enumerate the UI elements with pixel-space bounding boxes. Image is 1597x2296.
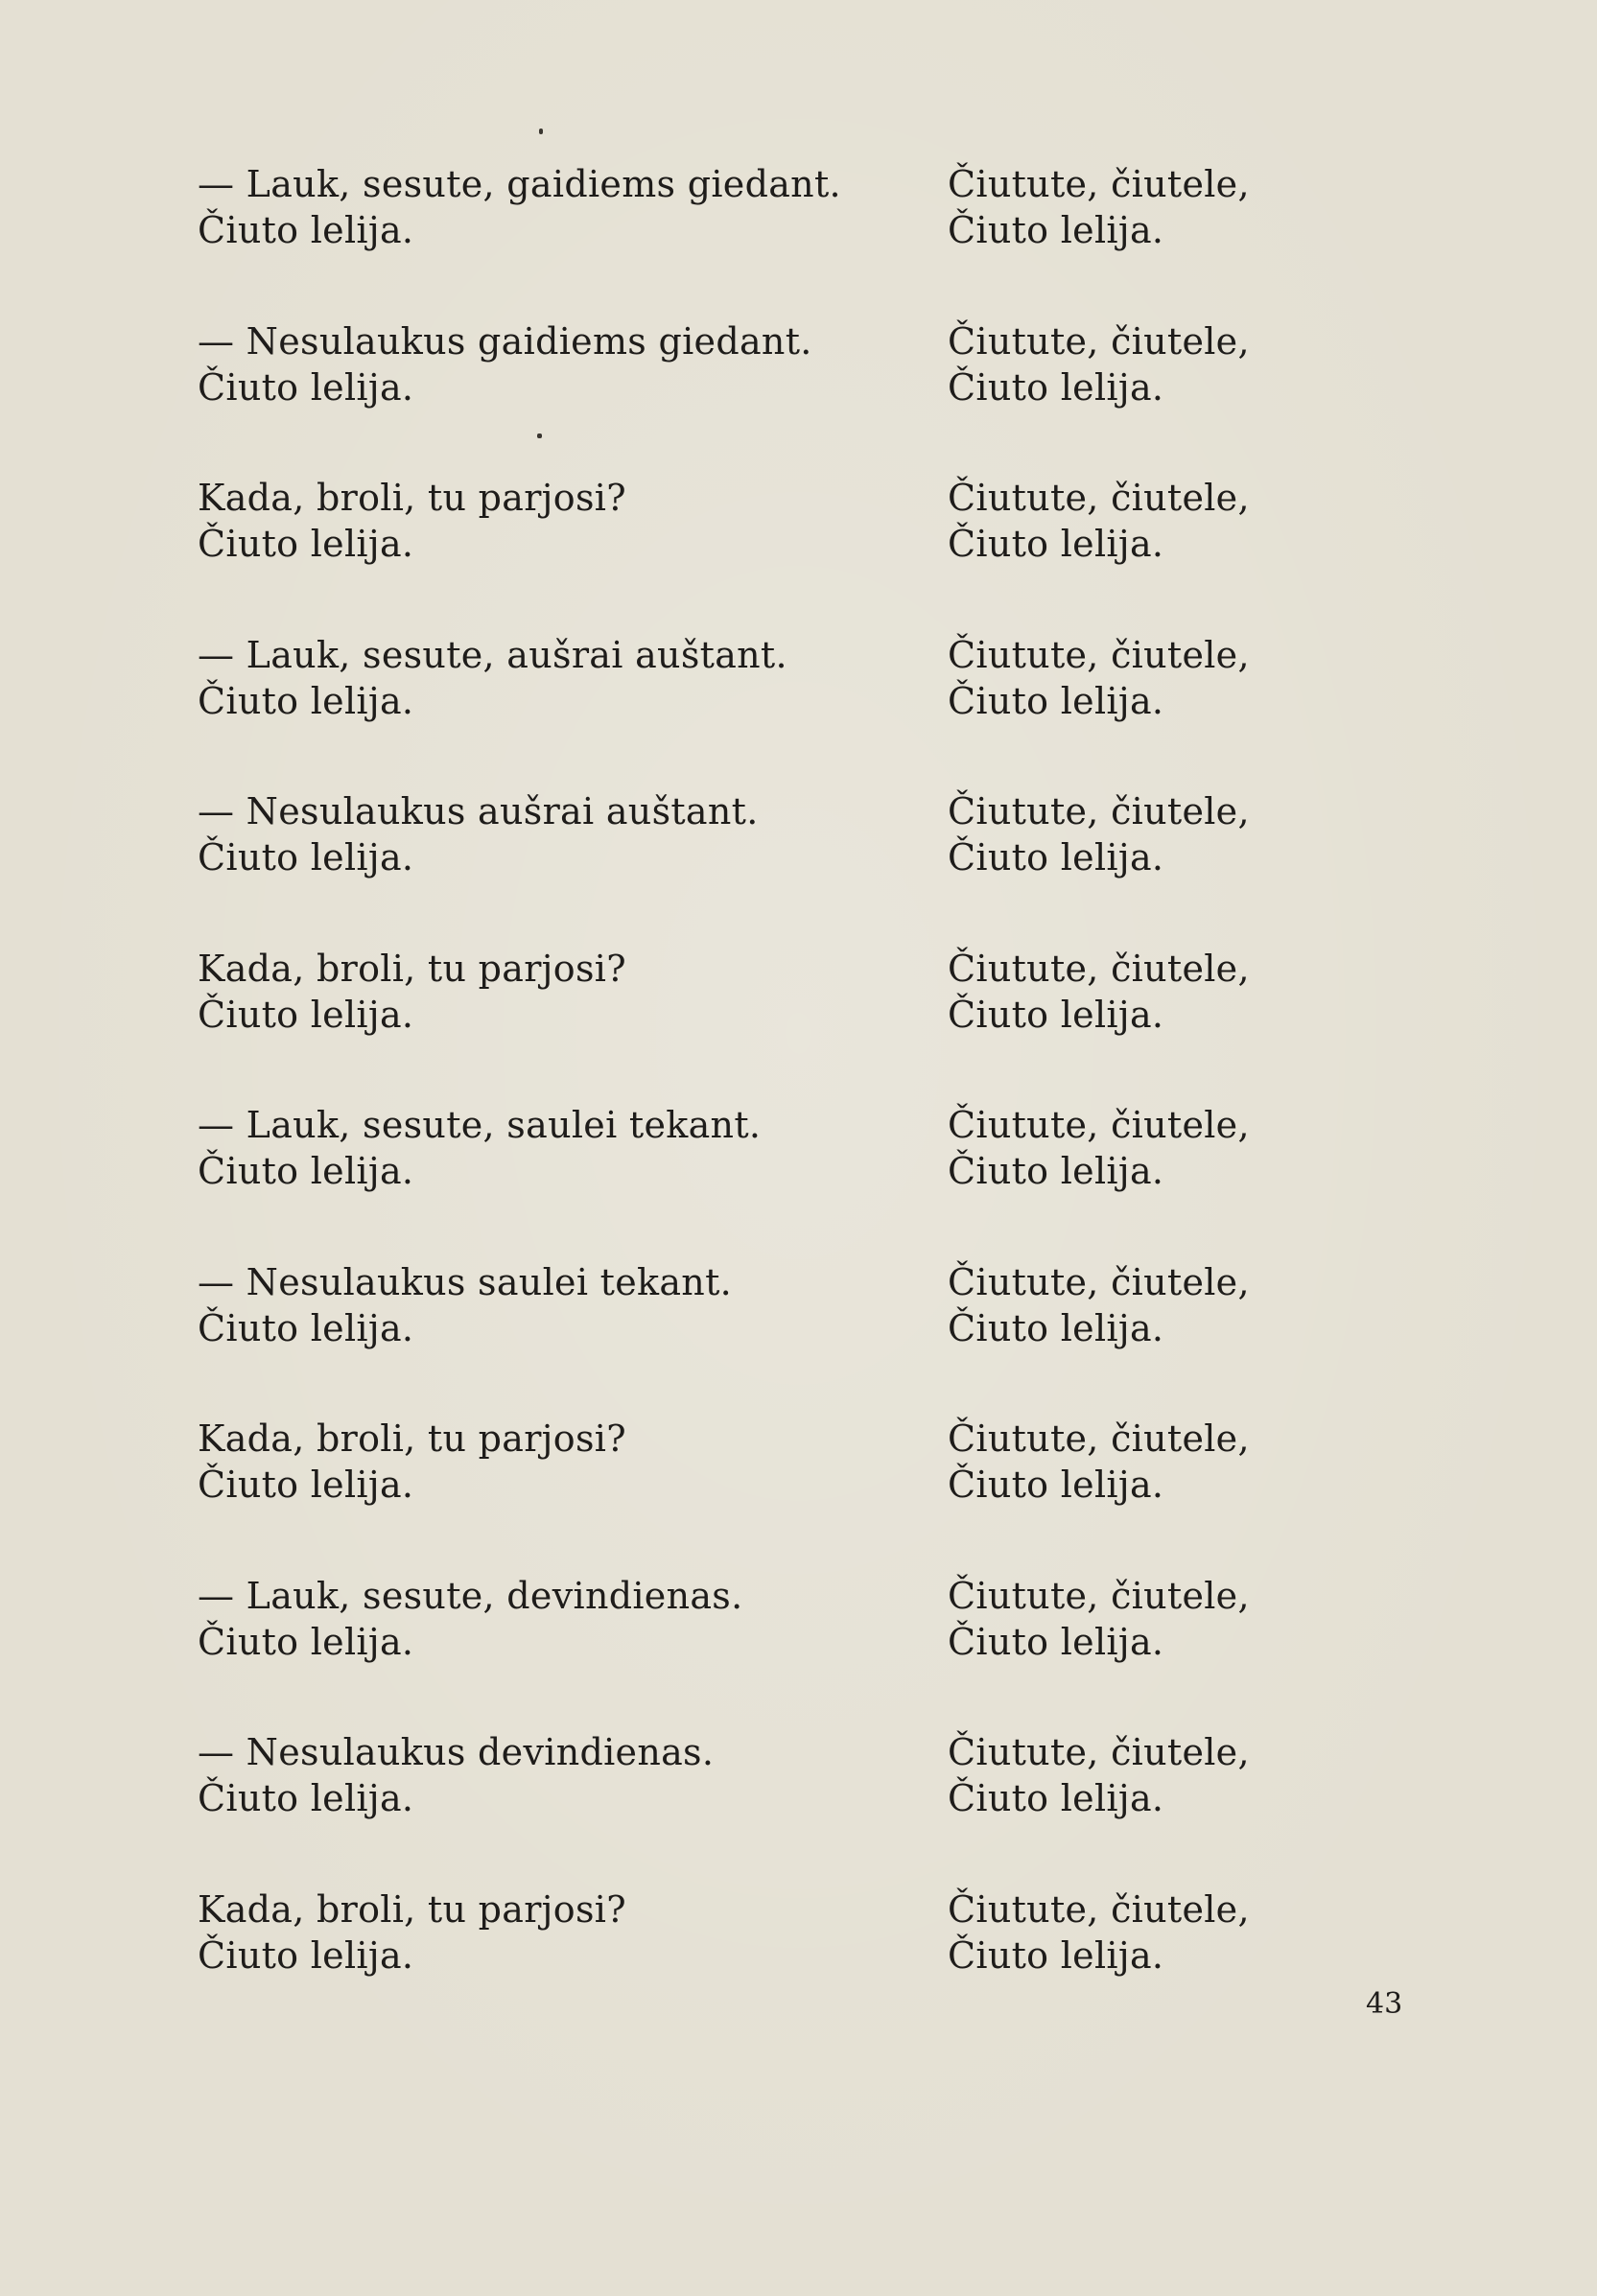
stanza xyxy=(0,946,1597,1103)
stanza xyxy=(0,1573,1597,1730)
stanza-verse xyxy=(198,475,626,567)
stanza-verse xyxy=(198,1573,743,1665)
refrain-line: Čiutute, čiutele, xyxy=(948,1887,1250,1931)
verse-refrain: Čiuto lelija. xyxy=(198,1464,414,1506)
refrain-line: Čiutute, čiutele, xyxy=(948,790,1250,832)
stanza-verse xyxy=(198,788,759,880)
verse-line: Kada, broli, tu parjosi? xyxy=(198,477,626,519)
refrain-line: Čiuto lelija. xyxy=(948,1620,1164,1663)
stanza-refrain xyxy=(948,475,1250,567)
stanza-refrain xyxy=(948,1886,1250,1979)
refrain-line: Čiutute, čiutele, xyxy=(948,633,1250,676)
refrain-line: Čiutute, čiutele, xyxy=(948,319,1250,363)
verse-refrain: Čiuto lelija. xyxy=(198,209,414,251)
stanza-verse xyxy=(198,1729,714,1821)
refrain-line: Čiuto lelija. xyxy=(948,1464,1164,1506)
stanza-refrain xyxy=(948,1416,1250,1508)
stanza-refrain xyxy=(948,1259,1250,1351)
stanza-refrain xyxy=(948,318,1250,410)
stanza-verse xyxy=(198,946,626,1038)
stanza xyxy=(0,161,1597,318)
stanza-verse xyxy=(198,161,841,253)
refrain-line: Čiuto lelija. xyxy=(948,1306,1164,1349)
refrain-line: Čiutute, čiutele, xyxy=(948,1417,1250,1460)
stanza xyxy=(0,475,1597,632)
verse-refrain: Čiuto lelija. xyxy=(198,1620,414,1663)
stanza-refrain xyxy=(948,946,1250,1038)
refrain-line: Čiutute, čiutele, xyxy=(948,1260,1250,1303)
stanza-verse xyxy=(198,318,812,410)
verse-refrain: Čiuto lelija. xyxy=(198,365,414,409)
refrain-line: Čiutute, čiutele, xyxy=(948,477,1250,519)
stanza-refrain xyxy=(948,788,1250,880)
stanza xyxy=(0,632,1597,789)
verse-line: — Lauk, sesute, saulei tekant. xyxy=(198,1104,762,1146)
verse-line: Kada, broli, tu parjosi? xyxy=(198,1887,626,1931)
stanza xyxy=(0,788,1597,946)
refrain-line: Čiuto lelija. xyxy=(948,365,1164,409)
stanza-verse xyxy=(198,632,787,724)
stanza xyxy=(0,1102,1597,1259)
refrain-line: Čiuto lelija. xyxy=(948,679,1164,722)
song-text xyxy=(0,161,1597,2043)
stanza-verse xyxy=(198,1886,626,1979)
verse-refrain: Čiuto lelija. xyxy=(198,836,414,879)
verse-refrain: Čiuto lelija. xyxy=(198,993,414,1036)
verse-refrain: Čiuto lelija. xyxy=(198,523,414,565)
refrain-line: Čiutute, čiutele, xyxy=(948,947,1250,990)
verse-refrain: Čiuto lelija. xyxy=(198,1306,414,1349)
stanza-refrain xyxy=(948,1102,1250,1194)
verse-line: — Nesulaukus gaidiems giedant. xyxy=(198,319,812,363)
verse-line: Kada, broli, tu parjosi? xyxy=(198,947,626,990)
stanza xyxy=(0,1886,1597,2044)
stanza xyxy=(0,318,1597,476)
refrain-line: Čiutute, čiutele, xyxy=(948,1574,1250,1617)
stanza xyxy=(0,1729,1597,1886)
verse-line: Kada, broli, tu parjosi? xyxy=(198,1417,626,1460)
verse-line: — Nesulaukus saulei tekant. xyxy=(198,1260,733,1303)
verse-line: — Nesulaukus devindienas. xyxy=(198,1731,715,1773)
stanza-refrain xyxy=(948,1573,1250,1665)
refrain-line: Čiuto lelija. xyxy=(948,993,1164,1036)
verse-refrain: Čiuto lelija. xyxy=(198,1933,414,1977)
stanza-verse xyxy=(198,1102,761,1194)
verse-refrain: Čiuto lelija. xyxy=(198,679,414,722)
verse-line: — Lauk, sesute, devindienas. xyxy=(198,1574,743,1617)
verse-line: — Nesulaukus aušrai auštant. xyxy=(198,790,759,832)
stanza-refrain xyxy=(948,1729,1250,1821)
verse-refrain: Čiuto lelija. xyxy=(198,1777,414,1819)
stanza xyxy=(0,1416,1597,1573)
verse-line: — Lauk, sesute, gaidiems giedant. xyxy=(198,163,841,205)
refrain-line: Čiuto lelija. xyxy=(948,1933,1164,1977)
verse-refrain: Čiuto lelija. xyxy=(198,1150,414,1192)
stanza-refrain xyxy=(948,632,1250,724)
stanza-verse xyxy=(198,1259,732,1351)
refrain-line: Čiuto lelija. xyxy=(948,523,1164,565)
refrain-line: Čiuto lelija. xyxy=(948,209,1164,251)
ink-speck xyxy=(539,129,543,134)
verse-line: — Lauk, sesute, aušrai auštant. xyxy=(198,633,787,676)
refrain-line: Čiuto lelija. xyxy=(948,1150,1164,1192)
refrain-line: Čiuto lelija. xyxy=(948,836,1164,879)
stanza xyxy=(0,1259,1597,1417)
page-number: 43 xyxy=(1366,1987,1403,2021)
refrain-line: Čiuto lelija. xyxy=(948,1777,1164,1819)
stanza-refrain xyxy=(948,161,1250,253)
refrain-line: Čiutute, čiutele, xyxy=(948,1104,1250,1146)
refrain-line: Čiutute, čiutele, xyxy=(948,1731,1250,1773)
stanza-verse xyxy=(198,1416,626,1508)
refrain-line: Čiutute, čiutele, xyxy=(948,163,1250,205)
